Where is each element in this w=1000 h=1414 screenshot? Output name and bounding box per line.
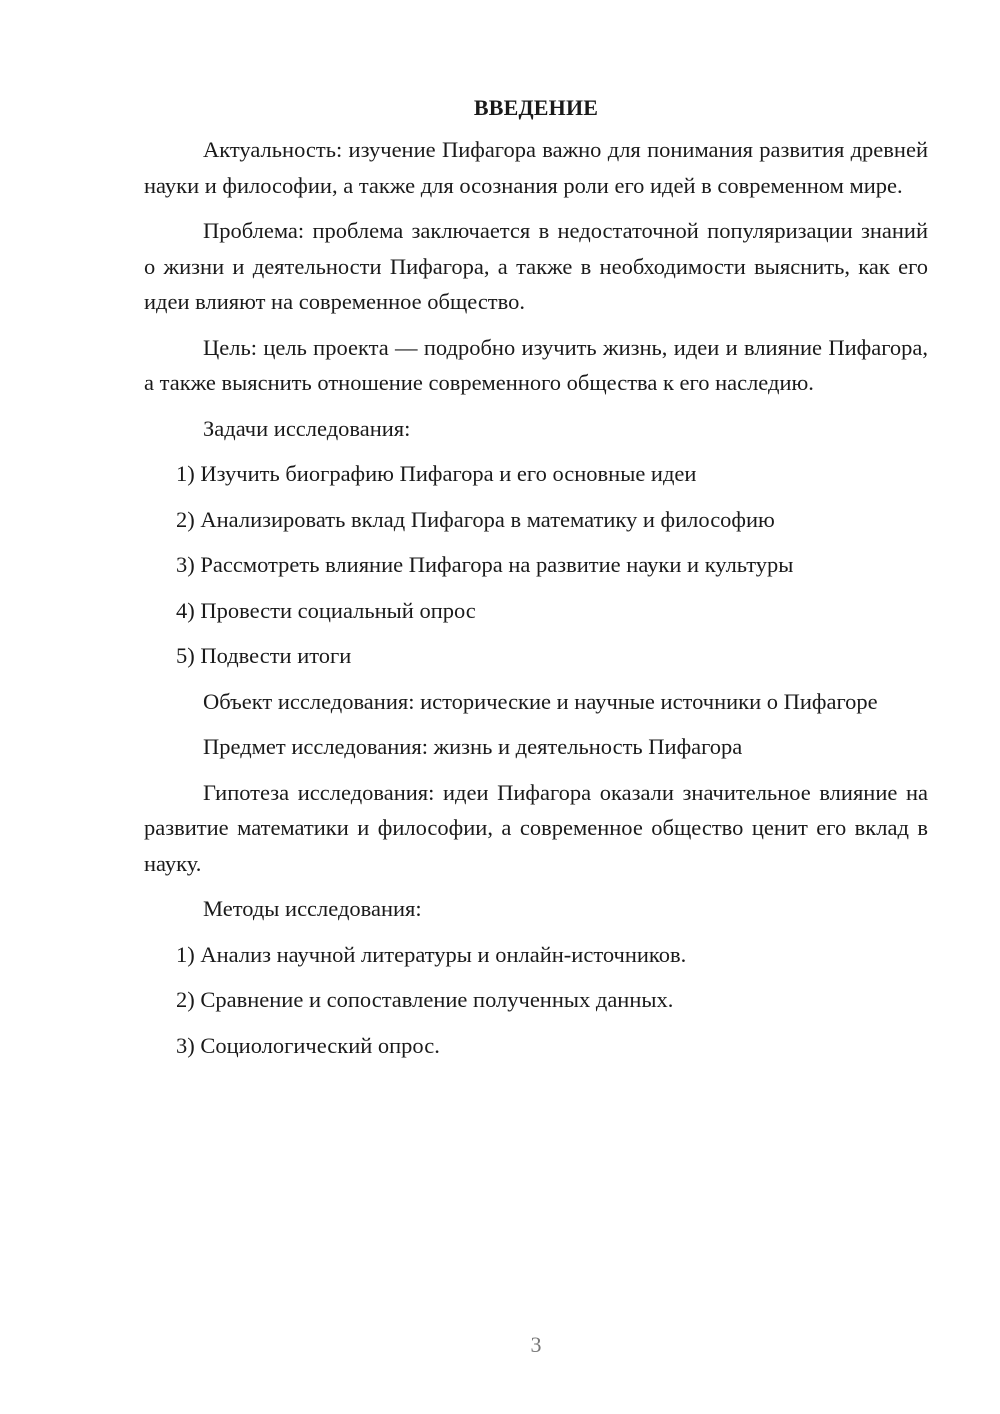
relevance-paragraph: Актуальность: изучение Пифагора важно для понимания развития древней науки и философии, а также для осознания роли его идей в современном мире. [144, 137, 928, 198]
task-item: 5) Подвести итоги [176, 643, 352, 668]
goal-paragraph: Цель: цель проекта — подробно изучить жизнь, идеи и влияние Пифагора, а также выяснить отношение современного общества к его наследию. [144, 334, 928, 395]
methods-heading: Методы исследования: [203, 896, 422, 921]
document-page [144, 90, 928, 1063]
task-item: 1) Изучить биографию Пифагора и его основные идеи [176, 461, 697, 486]
tasks-heading: Задачи исследования: [203, 415, 411, 441]
task-item: 4) Провести социальный опрос [176, 597, 476, 623]
method-item: 1) Анализ научной литературы и онлайн-источников. [176, 941, 687, 967]
problem-paragraph: Проблема: проблема заключается в недостаточной популяризации знаний о жизни и деятельности Пифагора, а также в необходимости выяснить, как его идеи влияют на современное общество. [144, 218, 928, 314]
method-item: 2) Сравнение и сопоставление полученных данных. [176, 987, 674, 1012]
task-item: 3) Рассмотреть влияние Пифагора на развитие науки и культуры [176, 552, 794, 577]
task-item: 2) Анализировать вклад Пифагора в математику и философию [176, 506, 775, 532]
object-paragraph: Объект исследования: исторические и научные источники о Пифагоре [203, 688, 878, 714]
subject-paragraph: Предмет исследования: жизнь и деятельность Пифагора [203, 734, 743, 759]
hypothesis-paragraph: Гипотеза исследования: идеи Пифагора оказали значительное влияние на развитие математики и философии, а современное общество ценит его вклад в науку. [144, 779, 928, 876]
method-item: 3) Социологический опрос. [176, 1032, 440, 1058]
section-title: ВВЕДЕНИЕ [473, 95, 599, 120]
page-number: 3 [530, 1332, 542, 1357]
